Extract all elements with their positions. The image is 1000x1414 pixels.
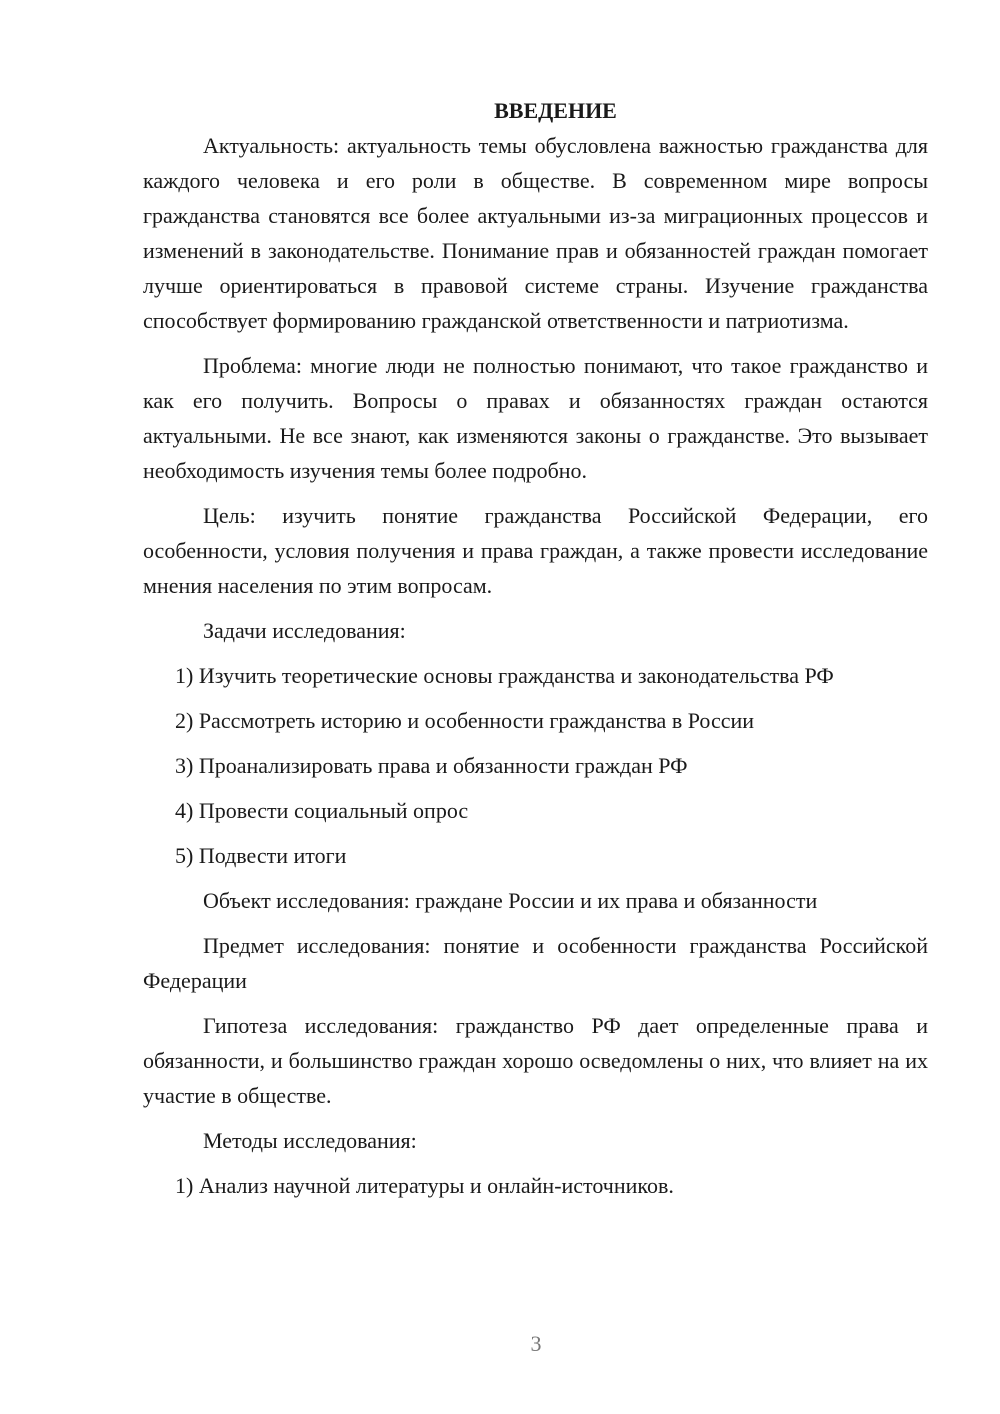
methods-list — [143, 1168, 928, 1203]
section-title: ВВЕДЕНИЕ — [494, 98, 617, 123]
goal-paragraph: Цель: изучить понятие гражданства Российской Федерации, его особенности, условия получения и права граждан, а также провести исследование мнения населения по этим вопросам. — [143, 503, 928, 598]
task-item: 5) Подвести итоги — [175, 843, 347, 868]
methods-label: Методы исследования: — [203, 1128, 417, 1153]
problem-paragraph: Проблема: многие люди не полностью понимают, что такое гражданство и как его получить. Вопросы о правах и обязанностях граждан остаются актуальными. Не все знают, как изменяются законы о гражданстве. Это вызывает необходимость изучения темы более подробно. — [143, 353, 928, 483]
document-page — [143, 93, 928, 1213]
object-paragraph: Объект исследования: граждане России и их права и обязанности — [203, 888, 818, 913]
task-item: 1) Изучить теоретические основы гражданства и законодательства РФ — [175, 663, 834, 688]
task-item: 2) Рассмотреть историю и особенности гражданства в России — [175, 708, 755, 733]
page-number: 3 — [530, 1331, 542, 1356]
task-item: 4) Провести социальный опрос — [175, 798, 469, 823]
tasks-label: Задачи исследования: — [203, 618, 406, 643]
task-item: 3) Проанализировать права и обязанности граждан РФ — [175, 753, 688, 778]
relevance-paragraph: Актуальность: актуальность темы обусловлена важностью гражданства для каждого человека и его роли в обществе. В современном мире вопросы гражданства становятся все более актуальными из-за миграционных процессов и изменений в законодательстве. Понимание прав и обязанностей граждан помогает лучше ориентироваться в правовой системе страны. Изучение гражданства способствует формированию гражданской ответственности и патриотизма. — [143, 133, 928, 333]
subject-paragraph: Предмет исследования: понятие и особенности гражданства Российской Федерации — [143, 933, 928, 993]
method-item: 1) Анализ научной литературы и онлайн-источников. — [175, 1173, 674, 1198]
tasks-list — [143, 658, 928, 873]
hypothesis-paragraph: Гипотеза исследования: гражданство РФ дает определенные права и обязанности, и большинство граждан хорошо осведомлены о них, что влияет на их участие в обществе. — [143, 1013, 928, 1108]
